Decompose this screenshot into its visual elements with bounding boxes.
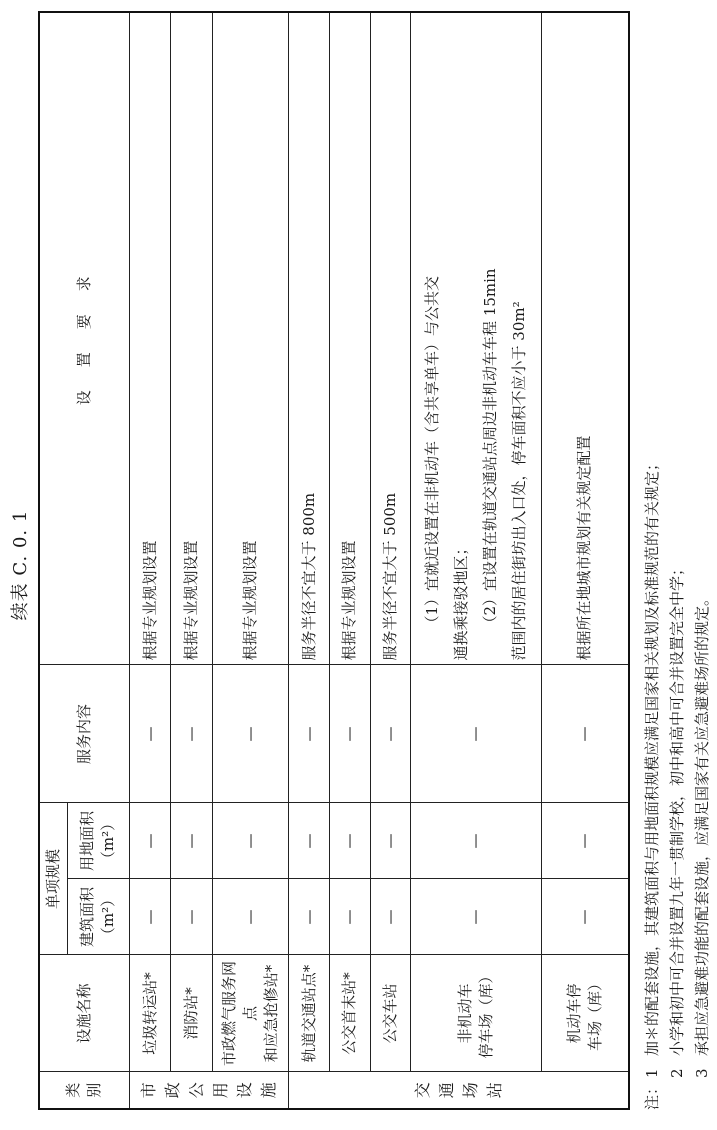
facility-name-line: 市政燃气服务网点 xyxy=(220,961,260,1067)
header-land-area xyxy=(67,803,129,879)
header-scale: 单项规模 xyxy=(39,803,67,955)
requirement-text: 根据专业规划设置 xyxy=(329,12,370,665)
land-area-value: — xyxy=(329,803,370,879)
service-value: — xyxy=(129,665,170,803)
table-row xyxy=(212,12,288,1109)
table-row xyxy=(129,12,170,1109)
facility-name-line: 非机动车 xyxy=(455,983,474,1044)
category-char: 场 xyxy=(460,1082,480,1099)
building-area-value: — xyxy=(171,879,212,955)
facility-name-line: 和应急抢修站* xyxy=(262,964,281,1063)
service-value: — xyxy=(329,665,370,803)
building-area-value: — xyxy=(411,879,542,955)
note-number: 1 xyxy=(643,1068,661,1078)
note-text: 承担应急避难功能的配套设施，应满足国家有关应急避难场所的规定。 xyxy=(693,590,711,1056)
facility-name xyxy=(541,955,629,1072)
category-char: 施 xyxy=(259,1082,279,1099)
land-area-value: — xyxy=(212,803,288,879)
note-number: 3 xyxy=(693,1068,711,1078)
requirement-text: 服务半径不宜大于 500m xyxy=(370,12,411,665)
category-char: 市 xyxy=(139,1082,159,1099)
requirement-text: 根据专业规划设置 xyxy=(212,12,288,665)
service-value: — xyxy=(171,665,212,803)
table-row xyxy=(411,12,542,1109)
building-area-value: — xyxy=(329,879,370,955)
land-area-value: — xyxy=(370,803,411,879)
category-char: 交 xyxy=(412,1082,432,1099)
requirement-text: 根据专业规划设置 xyxy=(171,12,212,665)
service-value: — xyxy=(212,665,288,803)
facility-name: 消防站* xyxy=(171,955,212,1072)
building-area-value: — xyxy=(370,879,411,955)
note-item xyxy=(665,20,690,1110)
header-requirement: 设 置 要 求 xyxy=(39,12,129,665)
requirement-line: （1）宜就近设置在非机动车（含共享单车）与公共交 xyxy=(422,275,441,631)
table-row xyxy=(541,12,629,1109)
table-row xyxy=(370,12,411,1109)
header-building-area-label: 建筑面积 xyxy=(78,887,97,948)
note-item xyxy=(640,20,665,1110)
header-row-1 xyxy=(39,12,67,1109)
building-area-value: — xyxy=(541,879,629,955)
header-service: 服务内容 xyxy=(39,665,129,803)
building-area-value: — xyxy=(129,879,170,955)
header-building-area-unit: （m²） xyxy=(99,891,118,943)
note-number: 2 xyxy=(668,1068,686,1078)
table-row xyxy=(171,12,212,1109)
note-prefix: 注： xyxy=(643,1079,661,1110)
category-municipal xyxy=(129,1072,288,1109)
requirement-line: （2）宜设置在轨道交通站点周边非机动车车程 15min xyxy=(480,268,499,631)
facility-name xyxy=(212,955,288,1072)
requirement-text: 根据所在地城市规划有关规定配置 xyxy=(541,12,629,665)
requirement-text: 服务半径不宜大于 800m xyxy=(289,12,330,665)
requirement-line: 范围内的居住街坊出入口处，停车面积不应小于 30m² xyxy=(509,301,528,661)
service-value: — xyxy=(411,665,542,803)
note-text: 加＊的配套设施，其建筑面积与用地面积规模应满足国家相关规划及标准规范的有关规定； xyxy=(643,455,661,1056)
category-char: 站 xyxy=(484,1082,504,1099)
facility-name: 轨道交通站点* xyxy=(289,955,330,1072)
header-land-area-label: 用地面积 xyxy=(78,810,97,871)
land-area-value: — xyxy=(289,803,330,879)
land-area-value: — xyxy=(411,803,542,879)
land-area-value: — xyxy=(171,803,212,879)
category-char: 设 xyxy=(235,1082,255,1099)
requirement-text xyxy=(411,12,542,665)
facility-name: 公交车站 xyxy=(370,955,411,1072)
facility-table xyxy=(38,11,630,1110)
category-char: 通 xyxy=(436,1082,456,1099)
facility-name xyxy=(411,955,542,1072)
service-value: — xyxy=(289,665,330,803)
land-area-value: — xyxy=(541,803,629,879)
requirement-text: 根据专业规划设置 xyxy=(129,12,170,665)
table-row xyxy=(289,12,330,1109)
land-area-value: — xyxy=(129,803,170,879)
facility-name-line: 停车场（库） xyxy=(476,968,495,1059)
category-transport xyxy=(289,1072,629,1109)
facility-name: 公交首末站* xyxy=(329,955,370,1072)
note-text: 小学和初中可合并设置九年一贯制学校，初中和高中可合并设置完全中学； xyxy=(668,560,686,1056)
facility-name: 垃圾转运站* xyxy=(129,955,170,1072)
category-char: 公 xyxy=(187,1082,207,1099)
header-building-area xyxy=(67,879,129,955)
requirement-line: 通换乘接驳地区； xyxy=(451,540,470,661)
category-char: 政 xyxy=(163,1082,183,1099)
facility-name-line: 车场（库） xyxy=(585,976,604,1052)
building-area-value: — xyxy=(212,879,288,955)
table-notes xyxy=(640,20,715,1110)
note-item xyxy=(690,20,715,1110)
service-value: — xyxy=(370,665,411,803)
category-char: 用 xyxy=(211,1082,231,1099)
service-value: — xyxy=(541,665,629,803)
facility-name-line: 机动车停 xyxy=(564,983,583,1044)
table-caption: 续表 C. 0. 1 xyxy=(10,509,31,621)
header-category: 类别 xyxy=(39,1072,129,1109)
header-facility: 设施名称 xyxy=(39,955,129,1072)
table-row xyxy=(329,12,370,1109)
header-land-area-unit: （m²） xyxy=(99,815,118,867)
building-area-value: — xyxy=(289,879,330,955)
